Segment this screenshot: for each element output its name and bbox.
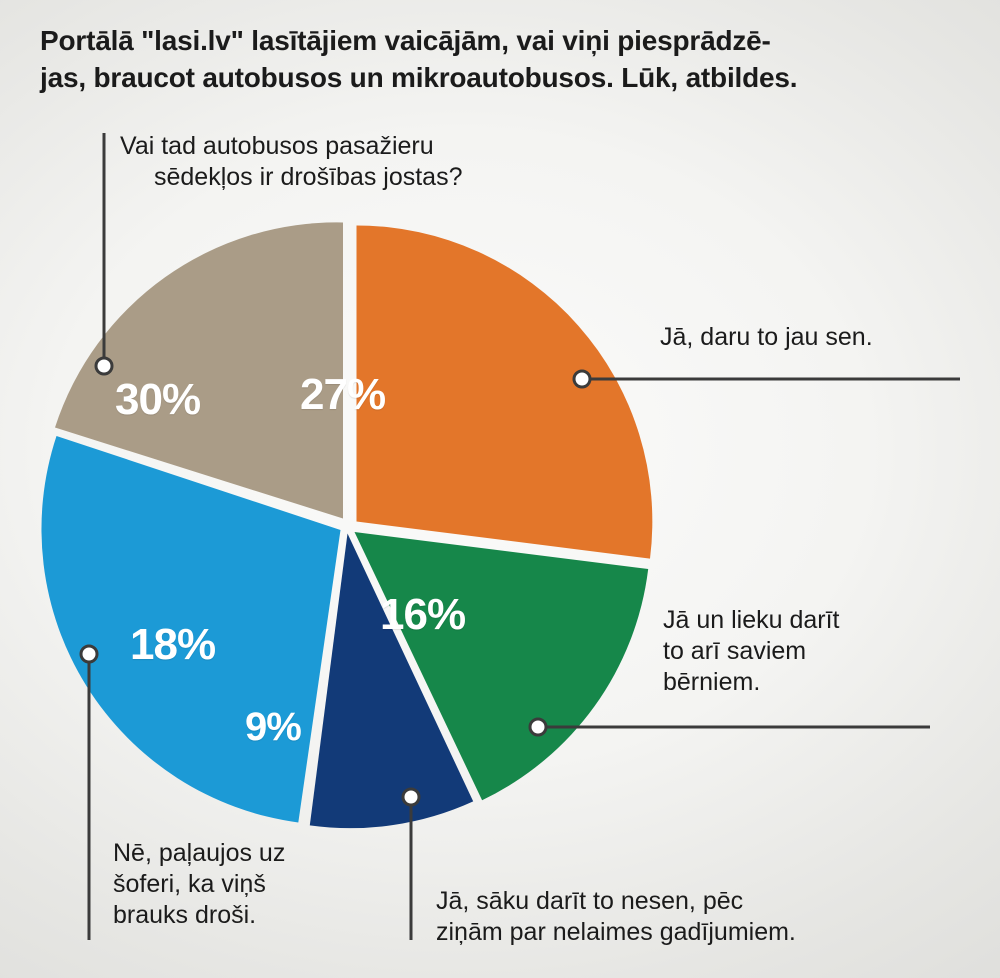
callout-orange-line-1: Jā, daru to jau sen.	[660, 323, 873, 351]
callout-blue-line-1: Nē, paļaujos uz	[113, 839, 286, 867]
pie-chart-svg	[30, 205, 670, 845]
headline-line-1: Portālā "lasi.lv" lasītājiem vaicājām, vai viņi piesprādzē-	[40, 25, 771, 56]
slice-percent-orange: 27%	[300, 370, 386, 419]
slice-percent-navy: 9%	[245, 705, 301, 749]
slice-percent-green: 16%	[380, 590, 466, 639]
callout-blue	[113, 838, 285, 931]
callout-question-line-2: sēdekļos ir drošības jostas?	[154, 163, 463, 191]
callout-navy	[436, 886, 796, 948]
callout-green-line-1: Jā un lieku darīt	[663, 606, 840, 634]
callout-green-line-3: bērniem.	[663, 668, 761, 696]
callout-question	[120, 131, 462, 193]
callout-orange	[660, 322, 873, 353]
callout-green-line-2: to arī saviem	[663, 637, 807, 665]
callout-blue-line-3: brauks droši.	[113, 901, 257, 929]
slice-percent-blue: 18%	[130, 620, 216, 669]
callout-blue-line-2: šoferi, ka viņš	[113, 870, 266, 898]
callout-navy-line-2: ziņām par nelaimes gadījumiem.	[436, 918, 796, 946]
page-title	[40, 22, 970, 96]
headline-line-2: jas, braucot autobusos un mikroautobusos. Lūk, atbildes.	[40, 62, 798, 94]
slice-percent-taupe: 30%	[115, 375, 201, 424]
pie-slice-orange	[357, 226, 653, 559]
pie-chart	[30, 205, 670, 845]
callout-green	[663, 605, 840, 698]
callout-question-line-1: Vai tad autobusos pasažieru	[120, 132, 434, 160]
callout-navy-line-1: Jā, sāku darīt to nesen, pēc	[436, 887, 744, 915]
